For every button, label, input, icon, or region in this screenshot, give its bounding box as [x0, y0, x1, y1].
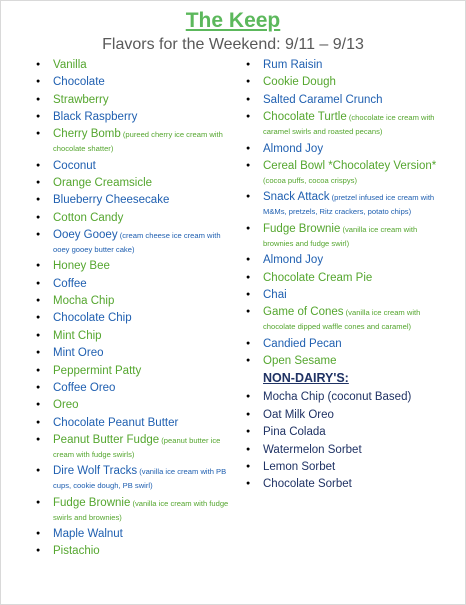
flavor-name: Chocolate Chip	[53, 312, 132, 325]
flavor-name: Game of Cones	[263, 306, 344, 319]
flavor-name: Chocolate	[53, 76, 105, 89]
flavor-item	[246, 288, 446, 302]
flavor-name: Mocha Chip (coconut Based)	[263, 391, 412, 404]
flavor-description: (vanilla ice cream with brownies and fudge swirl)	[263, 224, 418, 248]
flavor-item	[36, 329, 231, 343]
flavor-name: Pistachio	[53, 545, 100, 558]
flavor-item	[36, 75, 231, 89]
flavor-list-right	[246, 58, 446, 495]
flavor-item	[36, 228, 231, 256]
flavor-item	[246, 93, 446, 107]
flavor-description: (vanilla ice cream with fudge swirls and brownies)	[53, 498, 229, 522]
flavor-item	[36, 311, 231, 325]
flavor-name: Rum Raisin	[263, 59, 323, 71]
flavor-list-left	[36, 58, 231, 562]
flavor-item	[36, 364, 231, 378]
flavor-item	[246, 190, 446, 218]
flavor-item	[246, 305, 446, 333]
flavor-description: (vanilla ice cream with chocolate dipped waffle cones and caramel)	[263, 308, 421, 332]
flavor-item	[246, 408, 446, 422]
flavor-item	[36, 259, 231, 273]
flavor-name: Peanut Butter Fudge	[53, 433, 160, 446]
flavor-item	[36, 496, 231, 524]
flavor-name: Ooey Gooey	[53, 229, 118, 242]
flavor-item	[246, 142, 446, 156]
flavor-item	[246, 354, 446, 368]
flavor-name: Pina Colada	[263, 426, 326, 439]
flavor-item	[36, 527, 231, 541]
flavor-name: Mint Oreo	[53, 347, 104, 360]
flavor-item	[246, 425, 446, 439]
flavor-name: Chocolate Peanut Butter	[53, 416, 179, 429]
flavor-item	[246, 110, 446, 138]
flavor-description: (chocolate ice cream with caramel swirls and roasted pecans)	[263, 113, 435, 137]
flavor-name: Dire Wolf Tracks	[53, 465, 138, 478]
flavor-description: (pretzel infused ice cream with M&Ms, pretzels, Ritz crackers, potato chips)	[263, 193, 435, 217]
flavor-item	[246, 460, 446, 474]
flavor-name: Cookie Dough	[263, 76, 336, 89]
flavor-item	[36, 416, 231, 430]
flavor-name: Strawberry	[53, 93, 109, 106]
flavor-item	[36, 211, 231, 225]
flavor-name: Chocolate Turtle	[263, 111, 347, 124]
flavor-item	[36, 544, 231, 558]
flavor-item	[36, 176, 231, 190]
flavor-name: Open Sesame	[263, 355, 337, 368]
flavor-name: Coffee	[53, 277, 87, 290]
flavor-item	[36, 127, 231, 155]
flavor-item	[246, 253, 446, 267]
flavor-name: Blueberry Cheesecake	[53, 194, 170, 207]
flavor-name: Fudge Brownie	[263, 222, 341, 235]
page-title: The Keep	[185, 9, 281, 32]
flavor-item	[36, 159, 231, 173]
flavor-name: Vanilla	[53, 59, 87, 71]
flavor-item	[36, 110, 231, 124]
flavor-name: Candied Pecan	[263, 337, 342, 350]
flavor-name: Coconut	[53, 159, 96, 172]
flavor-description: (cocoa puffs, cocoa crispys)	[263, 175, 357, 185]
flavor-name: Coffee Oreo	[53, 381, 116, 394]
flavor-item	[36, 381, 231, 395]
flavor-name: Salted Caramel Crunch	[263, 93, 383, 106]
flavor-item	[246, 159, 446, 187]
flavor-description: (peanut butter ice cream with fudge swirls)	[53, 435, 221, 459]
flavor-item	[246, 390, 446, 404]
flavor-description: (vanilla ice cream with PB cups, cookie dough, PB swirl)	[53, 467, 227, 491]
flavor-item	[246, 443, 446, 457]
flavor-name: Oat Milk Oreo	[263, 408, 334, 421]
flavor-name: Lemon Sorbet	[263, 461, 336, 474]
flavor-name: Snack Attack	[263, 191, 330, 204]
flavor-name: Mint Chip	[53, 329, 102, 342]
flavor-description: (cream cheese ice cream with ooey gooey butter cake)	[53, 231, 221, 255]
flavor-item	[246, 75, 446, 89]
flavor-item	[36, 58, 231, 72]
flavor-item	[36, 433, 231, 461]
flavor-item	[246, 58, 446, 72]
flavor-name: Oreo	[53, 399, 79, 412]
flavor-item	[246, 337, 446, 351]
flavor-name: Cereal Bowl *Chocolatey Version*	[263, 159, 437, 172]
flavor-item	[36, 346, 231, 360]
flavor-name: Honey Bee	[53, 260, 110, 273]
flavor-item	[36, 294, 231, 308]
flavor-name: Black Raspberry	[53, 111, 138, 124]
page-subtitle: Flavors for the Weekend: 9/11 – 9/13	[102, 36, 364, 53]
flavor-item	[36, 93, 231, 107]
flavor-name: Cotton Candy	[53, 211, 124, 224]
flavor-item	[36, 398, 231, 412]
flavor-name: Mocha Chip	[53, 295, 115, 308]
flavor-item	[36, 464, 231, 492]
flavor-name: Maple Walnut	[53, 527, 123, 540]
flavor-name: Chai	[263, 288, 287, 301]
flavor-item	[36, 277, 231, 291]
flavor-name: Cherry Bomb	[53, 128, 121, 141]
flavor-name: Chocolate Cream Pie	[263, 271, 373, 284]
flavor-name: Watermelon Sorbet	[263, 443, 362, 456]
flavor-description: (pureed cherry ice cream with chocolate shatter)	[53, 130, 223, 154]
flavor-name: Almond Joy	[263, 254, 324, 267]
flavor-item	[246, 222, 446, 250]
flavor-item	[246, 477, 446, 491]
non-dairy-heading: NON-DAIRY'S:	[263, 371, 349, 386]
flavor-name: Almond Joy	[263, 142, 324, 155]
flavor-item	[36, 193, 231, 207]
flavor-item	[246, 271, 446, 285]
flavor-name: Chocolate Sorbet	[263, 478, 352, 491]
flavor-name: Peppermint Patty	[53, 364, 142, 377]
flavor-name: Orange Creamsicle	[53, 177, 153, 190]
flavor-name: Fudge Brownie	[53, 496, 131, 509]
